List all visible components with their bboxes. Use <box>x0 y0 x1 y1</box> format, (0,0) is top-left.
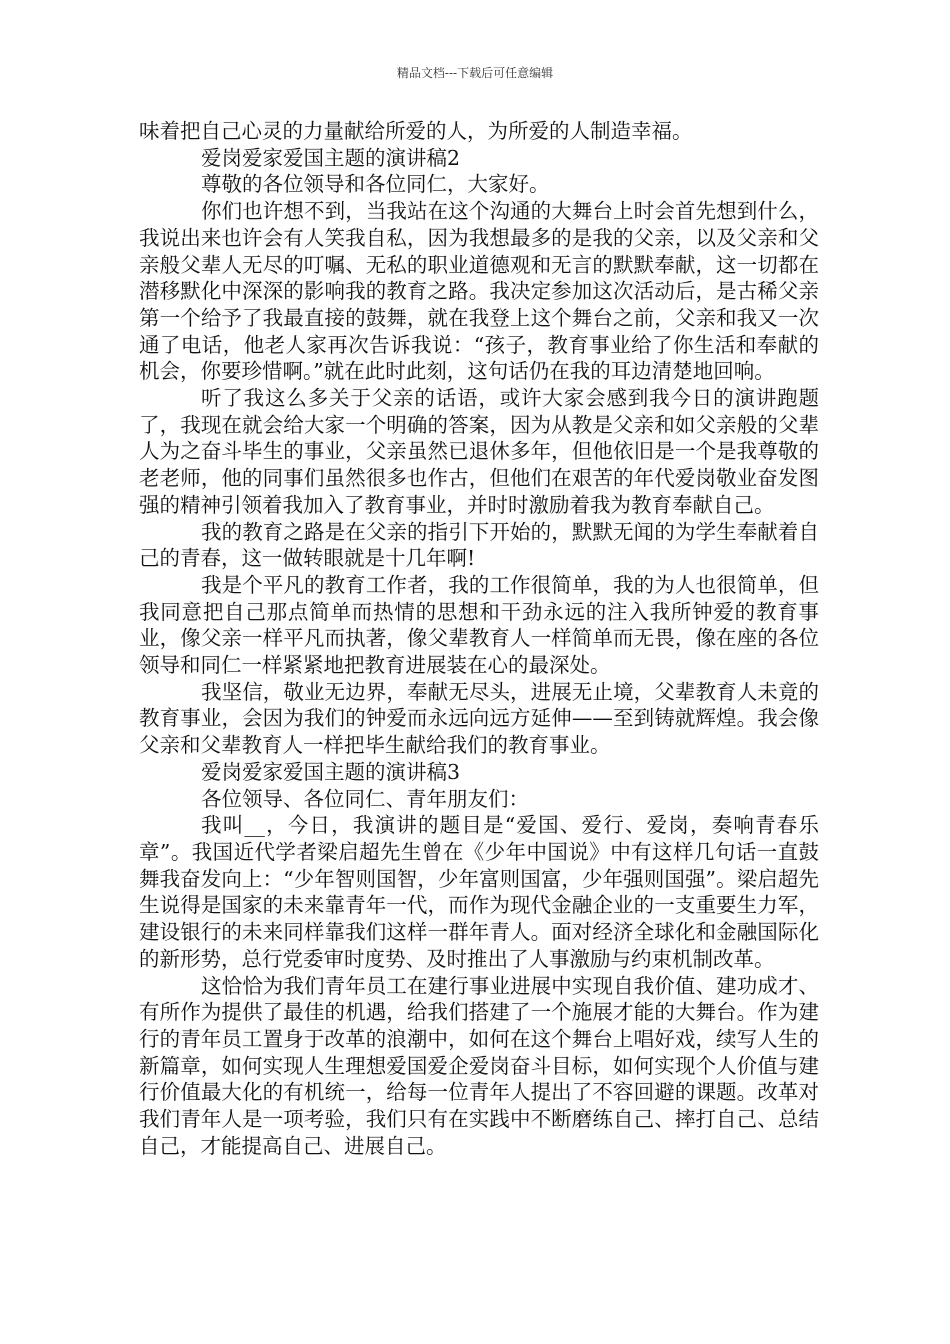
paragraph: 听了我这么多关于父亲的话语，或许大家会感到我今日的演讲跑题了，我现在就会给大家一个明确的答案，因为从教是父亲和如父亲般的父辈人为之奋斗毕生的事业，父亲虽然已退休多年，但他依旧是一个是我尊敬的老老师，他的同事们虽然很多也作古，但他们在艰苦的年代爱岗敬业奋发图强的精神引领着我加入了教育事业，并时时激励着我为教育奉献自己。 <box>139 386 819 517</box>
paragraph: 这恰恰为我们青年员工在建行事业进展中实现自我价值、建功成才、有所作为提供了最佳的机遇，给我们搭建了一个施展才能的大舞台。作为建行的青年员工置身于改革的浪潮中，如何在这个舞台上唱好戏，续写人生的新篇章，如何实现人生理想爱国爱企爱岗奋斗目标，如何实现个人价值与建行价值最大化的有机统一，给每一位青年人提出了不容回避的课题。改革对我们青年人是一项考验，我们只有在实践中不断磨练自己、摔打自己、总结自己，才能提高自己、进展自己。 <box>139 973 819 1158</box>
section-heading-3: 爱岗爱家爱国主题的演讲稿3 <box>201 759 461 784</box>
section-heading-2: 爱岗爱家爱国主题的演讲稿2 <box>201 145 461 170</box>
greeting: 各位领导、各位同仁、青年朋友们： <box>201 786 529 811</box>
paragraph: 我坚信，敬业无边界，奉献无尽头，进展无止境，父辈教育人未竟的教育事业，会因为我们的钟爱而永远向远方延伸——至到铸就辉煌。我会像父亲和父辈教育人一样把毕生献给我们的教育事业。 <box>139 679 819 758</box>
paragraph: 你们也许想不到，当我站在这个沟通的大舞台上时会首先想到什么，我说出来也许会有人笑我自私，因为我想最多的是我的父亲，以及父亲和父亲般父辈人无尽的叮嘱、无私的职业道德观和无言的默默奉献，这一切都在潜移默化中深深的影响我的教育之路。我决定参加这次活动后，是古稀父亲第一个给予了我最直接的鼓舞，就在我登上这个舞台之前，父亲和我又一次通了电话，他老人家再次告诉我说：“孩子，教育事业给了你生活和奉献的机会，你要珍惜啊。”就在此时此刻，这句话仍在我的耳边清楚地回响。 <box>139 199 819 384</box>
document-body <box>139 118 819 1159</box>
paragraph: 我是个平凡的教育工作者，我的工作很简单，我的为人也很简单，但我同意把自己那点简单而热情的思想和干劲永远的注入我所钟爱的教育事业，像父亲一样平凡而执著，像父辈教育人一样简单而无畏，像在座的各位领导和同仁一样紧紧地把教育进展装在心的最深处。 <box>139 572 819 678</box>
paragraph: 我叫__，今日，我演讲的题目是“爱国、爱行、爱岗，奏响青春乐章”。我国近代学者梁启超先生曾在《少年中国说》中有这样几句话一直鼓舞我奋发向上：“少年智则国智，少年富则国富，少年强则国强”。梁启超先生说得是国家的未来靠青年一代，而作为现代金融企业的一支重要生力军，建设银行的未来同样靠我们这样一群年青人。面对经济全球化和金融国际化的新形势，总行党委审时度势、及时推出了人事激励与约束机制改革。 <box>139 813 819 971</box>
paragraph: 我的教育之路是在父亲的指引下开始的，默默无闻的为学生奉献着自己的青春，这一做转眼就是十几年啊! <box>139 519 819 571</box>
page-header: 精品文档---下载后可任意编辑 <box>396 66 554 80</box>
greeting: 尊敬的各位领导和各位同仁，大家好。 <box>201 172 550 197</box>
paragraph-continuation: 味着把自己心灵的力量献给所爱的人，为所爱的人制造幸福。 <box>139 119 693 143</box>
